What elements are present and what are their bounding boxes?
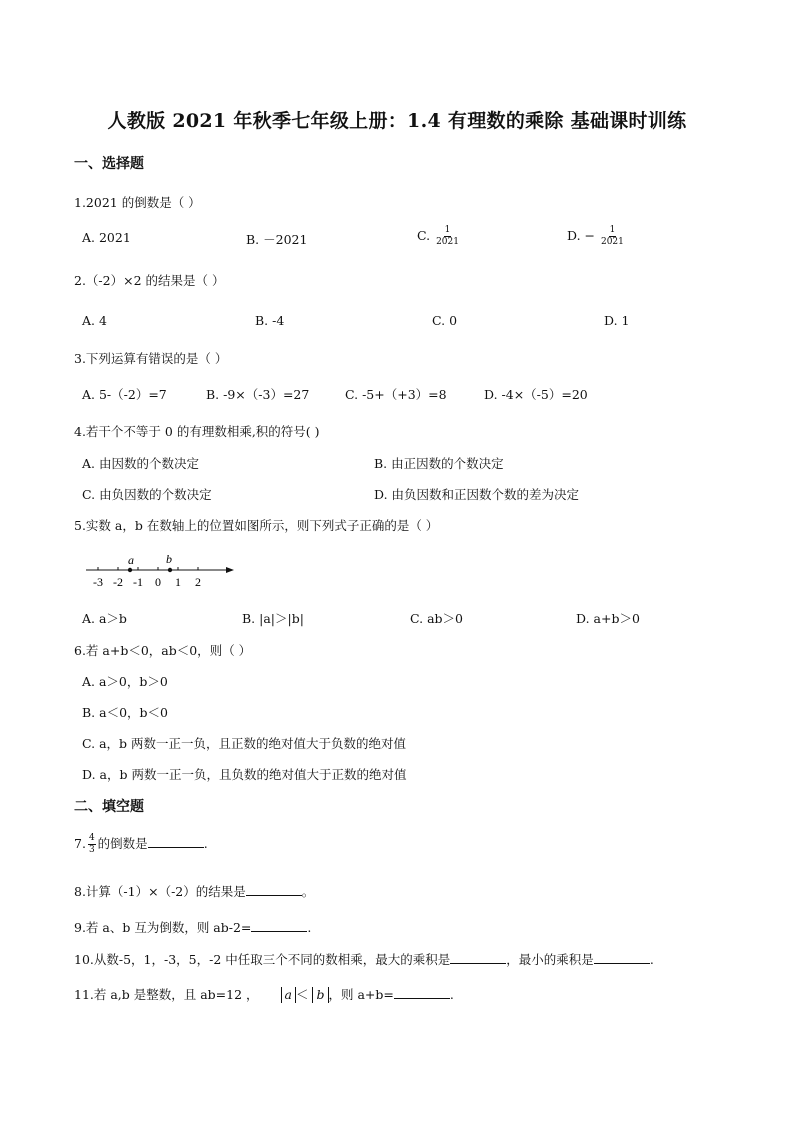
section-heading-choice: 一、选择题 xyxy=(74,156,144,172)
q1-option-d xyxy=(567,226,626,247)
q2-option-c: C. 0 xyxy=(432,313,458,328)
q2-option-b: B. -4 xyxy=(255,313,285,328)
answer-blank[interactable] xyxy=(148,837,204,848)
q3-option-d: D. -4×（-5）=20 xyxy=(484,387,588,402)
q6-option-c: C. a，b 两数一正一负，且正数的绝对值大于负数的绝对值 xyxy=(82,736,406,751)
q1-option-c-fraction xyxy=(436,226,459,247)
q11-end: . xyxy=(449,987,454,1002)
question-7 xyxy=(74,834,208,855)
answer-blank[interactable] xyxy=(246,885,302,896)
q4-option-c: C. 由负因数的个数决定 xyxy=(82,487,212,502)
q2-option-a: A. 4 xyxy=(82,313,107,328)
answer-blank[interactable] xyxy=(394,988,450,999)
fraction-denominator: 2021 xyxy=(436,237,459,247)
q8-text: 8.计算（-1）×（-2）的结果是 xyxy=(74,884,246,899)
q4-option-d: D. 由负因数和正因数个数的差为决定 xyxy=(374,487,580,502)
q11-lt: ＜ xyxy=(295,987,309,1002)
q5-option-b: B. |a|＞|b| xyxy=(242,611,304,626)
fraction-numerator: 1 xyxy=(609,225,616,235)
tick-label: -1 xyxy=(133,575,143,589)
question-10 xyxy=(74,950,654,968)
q6-option-a: A. a＞0，b＞0 xyxy=(82,674,168,689)
q7-text: 的倒数是 xyxy=(97,836,148,851)
question-8 xyxy=(74,882,314,900)
q3-option-a: A. 5-（-2）=7 xyxy=(82,387,167,402)
number-line xyxy=(82,548,242,590)
q4-option-a: A. 由因数的个数决定 xyxy=(82,456,199,471)
q1-option-c-prefix: C. xyxy=(417,228,431,243)
q6-option-d: D. a，b 两数一正一负，且负数的绝对值大于正数的绝对值 xyxy=(82,767,407,782)
question-1-stem: 1.2021 的倒数是（ ） xyxy=(74,195,201,210)
q10-end: . xyxy=(649,952,654,967)
q7-fraction xyxy=(88,834,96,855)
q2-option-d: D. 1 xyxy=(604,313,630,328)
tick-label: -3 xyxy=(93,575,103,589)
answer-blank[interactable] xyxy=(594,953,650,964)
page-title: 人教版 2021 年秋季七年级上册：1.4 有理数的乘除 基础课时训练 xyxy=(107,110,687,132)
q11-text: 11.若 a,b 是整数，且 ab=12 ， xyxy=(74,987,259,1002)
tick-label: 1 xyxy=(175,575,181,589)
tick-label: 0 xyxy=(155,575,161,589)
answer-blank[interactable] xyxy=(450,953,506,964)
q7-end: . xyxy=(203,836,208,851)
tick-label: -2 xyxy=(113,575,123,589)
point-a-label: a xyxy=(128,553,134,567)
q6-option-b: B. a＜0，b＜0 xyxy=(82,705,168,720)
number-line-arrow-icon xyxy=(226,567,234,573)
q4-option-b: B. 由正因数的个数决定 xyxy=(374,456,504,471)
q5-option-a: A. a＞b xyxy=(82,611,127,626)
point-b-label: b xyxy=(166,552,172,566)
q5-option-c: C. ab＞0 xyxy=(410,611,463,626)
q10-text: 10.从数-5，1，-3，5，-2 中任取三个不同的数相乘，最大的乘积是 xyxy=(74,952,451,967)
question-2-stem: 2.（-2）×2 的结果是（ ） xyxy=(74,273,225,288)
question-9 xyxy=(74,918,311,936)
q3-option-c: C. -5+（+3）=8 xyxy=(345,387,447,402)
q1-option-c xyxy=(417,226,461,247)
question-6-stem: 6.若 a+b＜0，ab＜0，则（ ） xyxy=(74,643,252,658)
question-11 xyxy=(74,985,454,1003)
answer-blank[interactable] xyxy=(251,921,307,932)
q1-option-a: A. 2021 xyxy=(82,230,131,245)
q1-option-d-prefix: D. − xyxy=(567,228,595,243)
fraction-numerator: 1 xyxy=(444,225,451,235)
point-a-dot xyxy=(128,568,132,572)
q1-option-b: B. －2021 xyxy=(246,232,308,247)
question-4-stem: 4.若干个不等于 0 的有理数相乘,积的符号( ) xyxy=(74,424,320,439)
section-heading-fill: 二、填空题 xyxy=(74,799,144,815)
fraction-numerator: 4 xyxy=(88,833,95,843)
abs-b: b xyxy=(312,987,328,1003)
q9-text: 9.若 a、b 互为倒数，则 ab-2= xyxy=(74,920,252,935)
question-3-stem: 3.下列运算有错误的是（ ） xyxy=(74,351,228,366)
fraction-denominator: 2021 xyxy=(600,237,624,247)
q9-end: . xyxy=(307,920,312,935)
q3-option-b: B. -9×（-3）=27 xyxy=(206,387,310,402)
point-b-dot xyxy=(168,568,172,572)
question-5-stem: 5.实数 a，b 在数轴上的位置如图所示，则下列式子正确的是（ ） xyxy=(74,518,439,533)
q5-option-d: D. a+b＞0 xyxy=(576,611,640,626)
q11-then: ，则 a+b= xyxy=(328,987,394,1002)
q1-option-d-fraction xyxy=(601,226,624,247)
fraction-denominator: 3 xyxy=(88,845,95,855)
q8-end: 。 xyxy=(301,884,315,899)
abs-a: a xyxy=(281,987,296,1003)
tick-label: 2 xyxy=(195,575,201,589)
q7-prefix: 7. xyxy=(74,836,86,851)
q10-mid: ，最小的乘积是 xyxy=(506,952,594,967)
